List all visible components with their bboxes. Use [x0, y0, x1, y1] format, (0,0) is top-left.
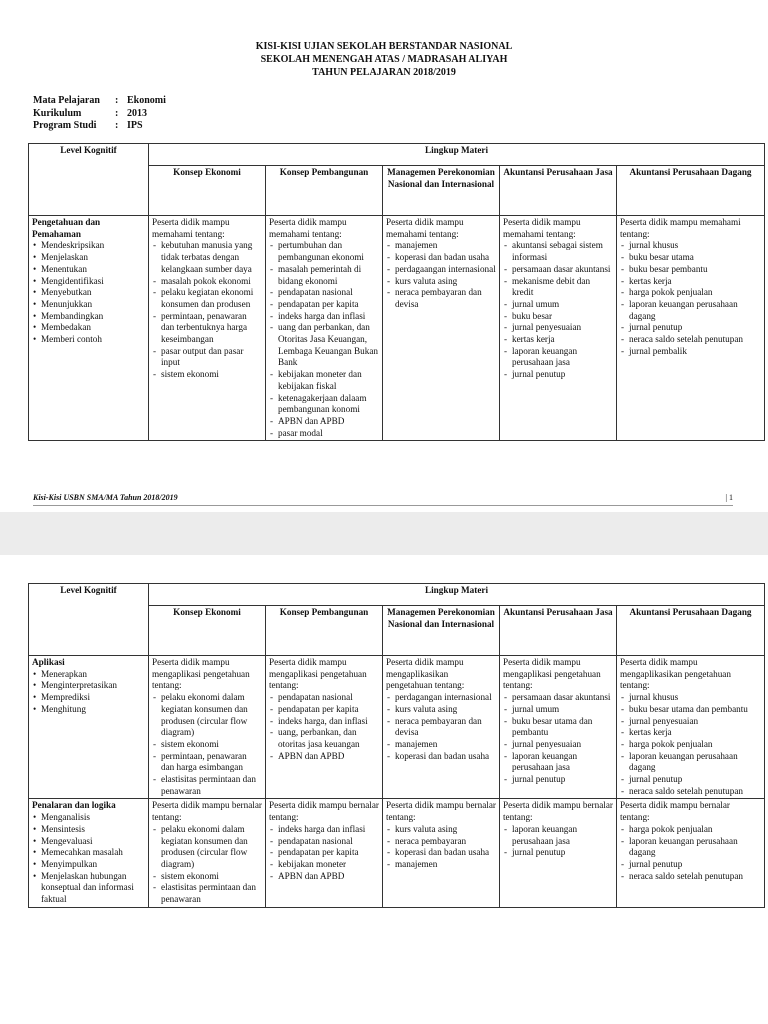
materi-cell — [266, 656, 383, 799]
table-head-row — [29, 584, 765, 606]
cell-item: - koperasi dan badan usaha — [386, 751, 496, 763]
materi-cell — [149, 216, 266, 441]
cell-item: - laporan keuangan perusahaan dagang — [620, 299, 761, 322]
cell-intro: Peserta didik mampu bernalar tentang: — [386, 800, 496, 823]
cell-item: - jurnal penutup — [503, 847, 613, 859]
cell-item-list — [386, 692, 496, 762]
level-cell — [29, 799, 149, 907]
level-item: • Membandingkan — [32, 311, 145, 323]
column-header: Konsep Pembangunan — [266, 606, 383, 656]
cell-item-list — [152, 692, 262, 797]
cell-item: - jurnal penutup — [620, 322, 761, 334]
cell-item: - laporan keuangan perusahaan jasa — [503, 824, 613, 847]
materi-cell — [266, 216, 383, 441]
meta-key: Mata Pelajaran — [33, 95, 100, 106]
level-item-list — [32, 812, 145, 906]
level-item: • Mendeskripsikan — [32, 240, 145, 252]
table-body — [29, 656, 765, 908]
kisi-table-page-1 — [28, 143, 765, 441]
column-header: Konsep Ekonomi — [149, 606, 266, 656]
cell-intro: Peserta didik mampu bernalar tentang: — [620, 800, 730, 823]
materi-cell — [383, 799, 500, 907]
column-header: Konsep Ekonomi — [149, 166, 266, 216]
cell-item-list — [269, 240, 379, 439]
cell-item: - laporan keuangan perusahaan jasa — [503, 346, 613, 369]
page-number: | 1 — [725, 493, 733, 502]
lingkup-materi-header: Lingkup Materi — [149, 144, 765, 166]
cell-item: - pasar output dan pasar input — [152, 346, 262, 369]
cell-item: - kertas kerja — [503, 334, 613, 346]
level-item: • Membedakan — [32, 322, 145, 334]
cell-item-list — [503, 240, 613, 380]
cell-item-list — [386, 240, 496, 310]
level-item: • Memprediksi — [32, 692, 145, 704]
column-header: Managemen Perekonomian Nasional dan Internasional — [383, 166, 500, 216]
cell-item: - neraca pembayaran dan devisa — [386, 716, 496, 739]
cell-item: - jurnal penyesuaian — [503, 739, 613, 751]
level-item: • Mensintesis — [32, 824, 145, 836]
lingkup-materi-header: Lingkup Materi — [149, 584, 765, 606]
level-item-list — [32, 240, 145, 345]
meta-key: Kurikulum — [33, 107, 82, 119]
cell-intro: Peserta didik mampu memahami tentang: — [269, 217, 347, 239]
page-footer — [33, 493, 733, 502]
meta-colon: : — [115, 95, 119, 106]
level-item: • Menentukan — [32, 264, 145, 276]
meta-row — [33, 95, 166, 108]
materi-cell — [500, 799, 617, 907]
cell-item: - persamaan dasar akuntansi — [503, 264, 613, 276]
cell-item-list — [620, 240, 761, 357]
level-item: • Menjelaskan hubungan konseptual dan informasi faktual — [32, 871, 145, 906]
table-row — [29, 799, 765, 907]
level-item: • Menginterpretasikan — [32, 680, 145, 692]
level-item: • Mengidentifikasi — [32, 276, 145, 288]
cell-item-list — [620, 824, 761, 883]
cell-intro: Peserta didik mampu memahami tentang: — [503, 217, 581, 239]
cell-item: - jurnal umum — [503, 704, 613, 716]
cell-item: - neraca saldo setelah penutupan — [620, 786, 761, 798]
cell-item: - APBN dan APBD — [269, 751, 379, 763]
materi-cell — [617, 799, 765, 907]
cell-item: - elastisitas permintaan dan penawaran — [152, 774, 262, 797]
cell-item: - pendapatan per kapita — [269, 704, 379, 716]
cell-item-list — [386, 824, 496, 871]
cell-item-list — [152, 824, 262, 906]
cell-item: - pendapatan nasional — [269, 287, 379, 299]
cell-item: - pendapatan per kapita — [269, 847, 379, 859]
materi-cell — [149, 656, 266, 799]
cell-item: - jurnal penutup — [503, 369, 613, 381]
cell-item: - kurs valuta asing — [386, 704, 496, 716]
cell-item: - uang dan perbankan, dan Otoritas Jasa Keuangan, Lembaga Keuangan Bukan Bank — [269, 322, 379, 369]
cell-intro: Peserta didik mampu bernalar tentang: — [152, 800, 262, 823]
cell-item: - buku besar utama — [620, 252, 761, 264]
meta-value: Ekonomi — [127, 95, 166, 106]
cell-item: - pelaku ekonomi dalam kegiatan konsumen dan produsen (circular flow diagram) — [152, 824, 262, 871]
cell-item: - buku besar utama dan pembantu — [620, 704, 761, 716]
footer-divider — [33, 505, 733, 506]
cell-intro: Peserta didik mampu memahami tentang: — [620, 217, 741, 239]
cell-item: - jurnal pembalik — [620, 346, 761, 358]
meta-key: Program Studi — [33, 120, 97, 131]
cell-intro: Peserta didik mampu mengaplikasikan pengetahuan tentang: — [386, 657, 465, 691]
cell-item: - laporan keuangan perusahaan dagang — [620, 836, 761, 859]
level-item: • Menjelaskan — [32, 252, 145, 264]
cell-item: - indeks harga, dan inflasi — [269, 716, 379, 728]
cell-item: - permintaan, penawaran dan terbentuknya harga keseimbangan — [152, 311, 262, 346]
materi-cell — [383, 216, 500, 441]
cell-intro: Peserta didik mampu mengaplikasi pengetahuan tentang: — [152, 657, 250, 691]
table-body — [29, 216, 765, 441]
table-row — [29, 216, 765, 441]
level-item-list — [32, 669, 145, 716]
table-row — [29, 656, 765, 799]
cell-item: - neraca saldo setelah penutupan — [620, 334, 761, 346]
cell-item: - APBN dan APBD — [269, 871, 379, 883]
cell-item: - jurnal khusus — [620, 240, 761, 252]
cell-item: - kurs valuta asing — [386, 824, 496, 836]
cell-item: - sistem ekonomi — [152, 871, 262, 883]
meta-row — [33, 108, 166, 121]
level-item: • Mengevaluasi — [32, 836, 145, 848]
table-head-row — [29, 144, 765, 166]
cell-intro: Peserta didik mampu bernalar tentang: — [503, 800, 613, 823]
cell-item: - buku besar pembantu — [620, 264, 761, 276]
cell-item-list — [620, 692, 761, 797]
materi-cell — [500, 656, 617, 799]
cell-item: - harga pokok penjualan — [620, 824, 761, 836]
cell-item: - koperasi dan badan usaha — [386, 252, 496, 264]
column-header: Konsep Pembangunan — [266, 166, 383, 216]
level-item: • Memecahkan masalah — [32, 847, 145, 859]
cell-item: - indeks harga dan inflasi — [269, 824, 379, 836]
level-cell — [29, 656, 149, 799]
level-kognitif-header: Level Kognitif — [29, 144, 149, 216]
cell-item: - permintaan, penawaran dan harga esimbangan — [152, 751, 262, 774]
cell-item: - perdagangan internasional — [386, 692, 496, 704]
cell-item: - laporan keuangan perusahaan jasa — [503, 751, 613, 774]
materi-cell — [266, 799, 383, 907]
cell-item: - manajemen — [386, 859, 496, 871]
cell-item: - manajemen — [386, 739, 496, 751]
meta-row — [33, 120, 166, 133]
cell-item: - jurnal penutup — [620, 859, 761, 871]
meta-value: 2013 — [127, 107, 147, 119]
cell-item: - jurnal umum — [503, 299, 613, 311]
cell-item: - ketenagakerjaan dalaam pembangunan konomi — [269, 393, 379, 416]
cell-item: - pelaku kegiatan ekonomi konsumen dan produsen — [152, 287, 262, 310]
level-cell — [29, 216, 149, 441]
cell-item: - persamaan dasar akuntansi — [503, 692, 613, 704]
meta-colon: : — [115, 107, 119, 119]
materi-cell — [617, 656, 765, 799]
cell-item: - pendapatan nasional — [269, 836, 379, 848]
column-header: Akuntansi Perusahaan Jasa — [500, 166, 617, 216]
cell-item: - perdagaangan internasional — [386, 264, 496, 276]
cell-item: - harga pokok penjualan — [620, 287, 761, 299]
cell-item: - sistem ekonomi — [152, 369, 262, 381]
cell-item-list — [269, 692, 379, 762]
cell-item: - kebutuhan manusia yang tidak terbatas dengan kelangkaan sumber daya — [152, 240, 262, 275]
column-header: Akuntansi Perusahaan Jasa — [500, 606, 617, 656]
level-title: Pengetahuan dan Pemahaman — [32, 217, 101, 239]
column-header: Managemen Perekonomian Nasional dan Internasional — [383, 606, 500, 656]
cell-intro: Peserta didik mampu mengaplikasikan pengetahuan tentang: — [620, 657, 731, 691]
cell-item-list — [152, 240, 262, 380]
cell-item: - neraca saldo setelah penutupan — [620, 871, 761, 883]
meta-value: IPS — [127, 120, 143, 131]
cell-item: - jurnal penyesuaian — [503, 322, 613, 334]
cell-item: - elastisitas permintaan dan penawaran — [152, 882, 262, 905]
cell-item: - laporan keuangan perusahaan dagang — [620, 751, 761, 774]
level-item: • Menunjukkan — [32, 299, 145, 311]
cell-item: - indeks harga dan inflasi — [269, 311, 379, 323]
cell-item: - jurnal penutup — [620, 774, 761, 786]
cell-item: - kertas kerja — [620, 727, 761, 739]
cell-item: - kebijakan moneter dan kebijakan fiskal — [269, 369, 379, 392]
level-item: • Menerapkan — [32, 669, 145, 681]
level-kognitif-header: Level Kognitif — [29, 584, 149, 656]
cell-item: - jurnal khusus — [620, 692, 761, 704]
cell-item: - uang, perbankan, dan otoritas jasa keuangan — [269, 727, 379, 750]
cell-intro: Peserta didik mampu mengaplikasi pengetahuan tentang: — [269, 657, 367, 691]
cell-intro: Peserta didik mampu bernalar tentang: — [269, 800, 379, 823]
cell-item: - buku besar utama dan pembantu — [503, 716, 613, 739]
materi-cell — [383, 656, 500, 799]
cell-item: - harga pokok penjualan — [620, 739, 761, 751]
level-item: • Menganalisis — [32, 812, 145, 824]
cell-item: - jurnal penutup — [503, 774, 613, 786]
cell-item-list — [503, 824, 613, 859]
cell-item: - pendapatan nasional — [269, 692, 379, 704]
kisi-table-page-2 — [28, 583, 765, 908]
materi-cell — [617, 216, 765, 441]
cell-item: - masalah pemerintah di bidang ekonomi — [269, 264, 379, 287]
cell-item-list — [503, 692, 613, 786]
cell-item: - koperasi dan badan usaha — [386, 847, 496, 859]
cell-item: - buku besar — [503, 311, 613, 323]
level-item: • Menyimpulkan — [32, 859, 145, 871]
cell-intro: Peserta didik mampu mengaplikasi pengetahuan tentang: — [503, 657, 601, 691]
cell-item: - APBN dan APBD — [269, 416, 379, 428]
cell-intro: Peserta didik mampu memahami tentang: — [386, 217, 464, 239]
cell-item: - neraca pembayaran dan devisa — [386, 287, 496, 310]
cell-item: - kurs valuta asing — [386, 276, 496, 288]
header-line-2: SEKOLAH MENENGAH ATAS / MADRASAH ALIYAH — [260, 54, 508, 65]
header-line-1: KISI-KISI UJIAN SEKOLAH BERSTANDAR NASIONAL — [255, 41, 513, 52]
cell-item: - kertas kerja — [620, 276, 761, 288]
cell-item: - sistem ekonomi — [152, 739, 262, 751]
subject-meta — [33, 95, 166, 133]
cell-item: - masalah pokok ekonomi — [152, 276, 262, 288]
footer-title: Kisi-Kisi USBN SMA/MA Tahun 2018/2019 — [33, 493, 178, 502]
level-title: Penalaran dan logika — [32, 800, 116, 811]
cell-item: - pasar modal — [269, 428, 379, 440]
level-item: • Menghitung — [32, 704, 145, 716]
document-header — [0, 40, 768, 79]
header-line-3: TAHUN PELAJARAN 2018/2019 — [312, 67, 456, 78]
level-item: • Menyebutkan — [32, 287, 145, 299]
cell-intro: Peserta didik mampu memahami tentang: — [152, 217, 230, 239]
meta-colon: : — [115, 120, 119, 131]
cell-item: - pertumbuhan dan pembangunan ekonomi — [269, 240, 379, 263]
materi-cell — [500, 216, 617, 441]
materi-cell — [149, 799, 266, 907]
cell-item: - mekanisme debit dan kredit — [503, 276, 613, 299]
cell-item: - jurnal penyesuaian — [620, 716, 761, 728]
cell-item: - manajemen — [386, 240, 496, 252]
cell-item: - pendapatan per kapita — [269, 299, 379, 311]
level-item: • Memberi contoh — [32, 334, 145, 346]
cell-item: - neraca pembayaran — [386, 836, 496, 848]
cell-item: - pelaku ekonomi dalam kegiatan konsumen dan produsen (circular flow diagram) — [152, 692, 262, 739]
cell-item-list — [269, 824, 379, 883]
cell-item: - akuntansi sebagai sistem informasi — [503, 240, 613, 263]
column-header: Akuntansi Perusahaan Dagang — [617, 606, 765, 656]
column-header: Akuntansi Perusahaan Dagang — [617, 166, 765, 216]
cell-item: - kebijakan moneter — [269, 859, 379, 871]
level-title: Aplikasi — [32, 657, 65, 667]
